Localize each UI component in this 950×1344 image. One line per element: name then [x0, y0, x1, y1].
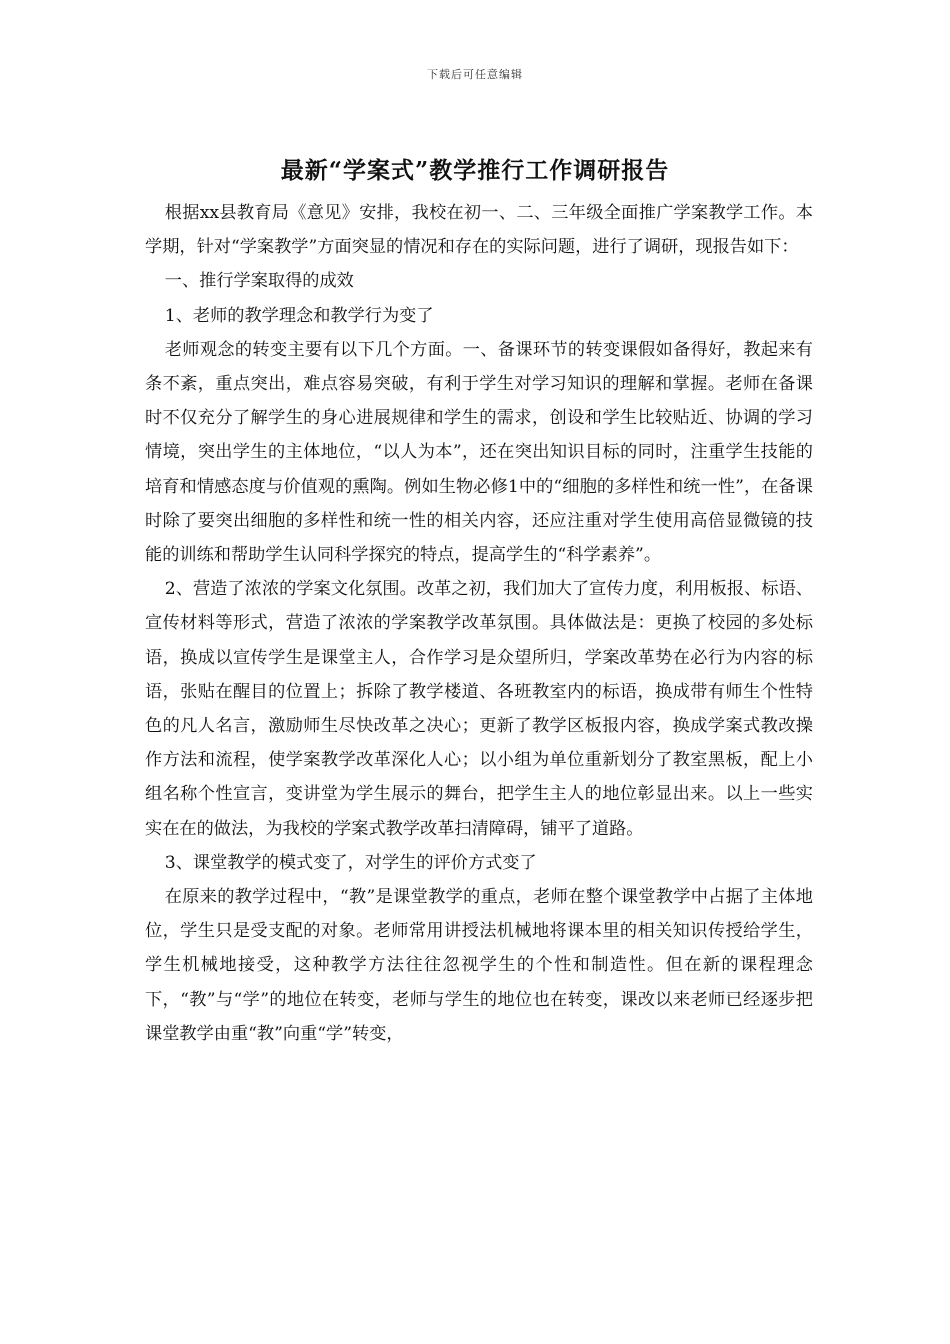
header-note: 下载后可任意编辑	[427, 68, 523, 81]
paragraph-intro: 根据xx县教育局《意见》安排，我校在初一、二、三年级全面推广学案教学工作。本学期，针对“学案教学”方面突显的情况和存在的实际问题，进行了调研，现报告如下：	[145, 203, 813, 258]
paragraph-teacher-concepts: 老师观念的转变主要有以下几个方面。一、备课环节的转变课假如备得好，教起来有条不紊，重点突出，难点容易突破，有利于学生对学习知识的理解和掌握。老师在备课时不仅充分了解学生的身心进展规律和学生的需求，创设和学生比较贴近、协调的学习情境，突出学生的主体地位，“以人为本”，还在突出知识目标的同时，注重学生技能的培育和情感态度与价值观的熏陶。例如生物必修1中的“细胞的多样性和统一性”，在备课时除了要突出细胞的多样性和统一性的相关内容，还应注重对学生使用高倍显微镜的技能的训练和帮助学生认同科学探究的特点，提高学生的“科学素养”。	[145, 339, 813, 566]
document-body	[145, 196, 813, 1051]
paragraph-classroom-model: 在原来的教学过程中，“教”是课堂教学的重点，老师在整个课堂教学中占据了主体地位，学生只是受支配的对象。老师常用讲授法机械地将课本里的相关知识传授给学生，学生机械地接受，这种教学方法往往忽视学生的个性和制造性。但在新的课程理念下，“教”与“学”的地位在转变，老师与学生的地位也在转变，课改以来老师已经逐步把课堂教学由重“教”向重“学”转变，	[145, 887, 813, 1044]
section-heading-achievements: 一、推行学案取得的成效	[164, 271, 354, 292]
subheading-classroom-model: 3、课堂教学的模式变了，对学生的评价方式变了	[164, 852, 537, 873]
paragraph-culture-atmosphere: 2、营造了浓浓的学案文化氛围。改革之初，我们加大了宣传力度，利用板报、标语、宣传材料等形式，营造了浓浓的学案教学改革氛围。具体做法是：更换了校园的多处标语，换成以宣传学生是课堂主人，合作学习是众望所归，学案改革势在必行为内容的标语，张贴在醒目的位置上；拆除了教学楼道、各班教室内的标语，换成带有师生个性特色的凡人名言，激励师生尽快改革之决心；更新了教学区板报内容，换成学案式教改操作方法和流程，使学案教学改革深化人心；以小组为单位重新划分了教室黑板，配上小组名称个性宣言，变讲堂为学生展示的舞台，把学生主人的地位彰显出来。以上一些实实在在的做法，为我校的学案式教学改革扫清障碍，铺平了道路。	[145, 579, 813, 839]
subheading-teacher-concepts: 1、老师的教学理念和教学行为变了	[164, 305, 434, 326]
document-title: 最新“学案式”教学推行工作调研报告	[280, 157, 670, 184]
